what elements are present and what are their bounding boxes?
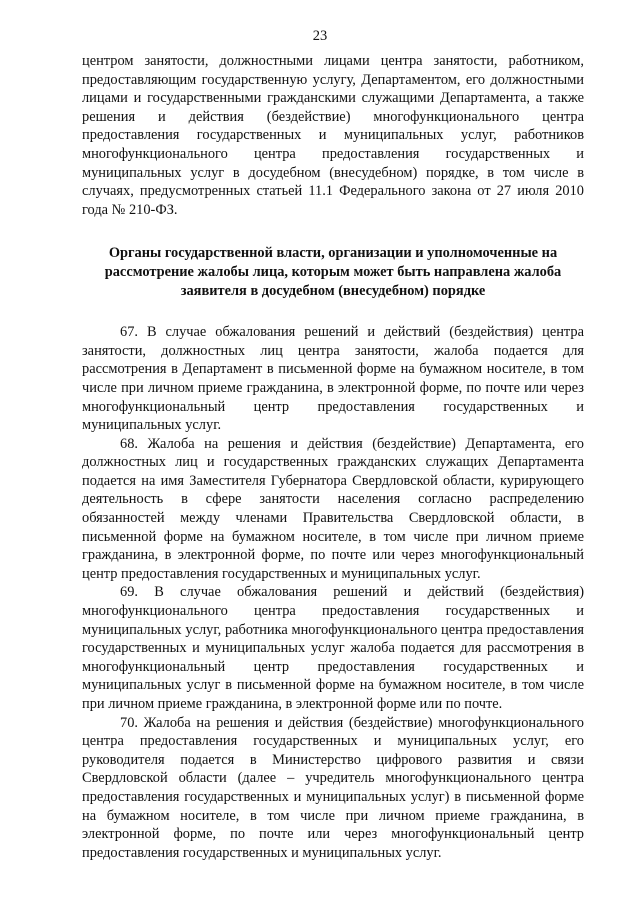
paragraph-number: 67.	[120, 324, 138, 341]
paragraph-67	[82, 323, 584, 435]
paragraph-68	[82, 435, 584, 584]
paragraph-text: Жалоба на решения и действия (бездействие) Департамента, его должностных лиц и государственных гражданских служащих Департамента подается на имя Заместителя Губернатора Свердловской области, курирующего деятельность в сфере занятости населения согласно распределению обязанностей между членами Правительства Свердловской области, в письменной форме на бумажном носителе, в том числе при личном приеме гражданина, в электронной форме, по почте или через многофункциональный центр предоставления государственных и муниципальных услуг.	[82, 435, 584, 582]
page-number: 23	[312, 28, 328, 44]
paragraph-text: Жалоба на решения и действия (бездействие) многофункционального центра предоставления государственных и муниципальных услуг, его руководителя подается в Министерство цифрового развития и связи Свердловской области (далее – учредитель многофункционального центра предоставления государственных и муниципальных услуг) в письменной форме на бумажном носителе, в том числе при личном приеме гражданина, в электронной форме, по почте или через многофункциональный центр предоставления государственных и муниципальных услуг.	[82, 714, 584, 861]
section-heading: Органы государственной власти, организации и уполномоченные на рассмотрение жалобы лица, которым может быть направлена жалоба заявителя в досудебном (внесудебном) порядке	[104, 245, 562, 299]
intro-paragraph: центром занятости, должностными лицами центра занятости, работником, предоставляющим государственную услугу, Департаментом, его должностными лицами и государственными гражданскими служащими Департамента, а также решения и действия (бездействие) многофункционального центра предоставления государственных и муниципальных услуг, работников многофункционального центра предоставления государственных и муниципальных услуг в досудебном (внесудебном) порядке, в том числе в случаях, предусмотренных статьей 11.1 Федерального закона от 27 июля 2010 года № 210-ФЗ.	[82, 53, 584, 218]
paragraph-number: 69.	[120, 584, 138, 601]
paragraph-text: В случае обжалования решений и действий (бездействия) многофункционального центра предоставления государственных и муниципальных услуг, работника многофункционального центра предоставления государственных и муниципальных услуг жалоба подается для рассмотрения в многофункциональный центр предоставления государственных и муниципальных услуг в письменной форме на бумажном носителе, в том числе при личном приеме гражданина, в электронной форме или по почте.	[82, 584, 584, 712]
paragraph-69	[82, 583, 584, 713]
document-body	[82, 52, 584, 862]
paragraph-70	[82, 714, 584, 863]
paragraph-text: В случае обжалования решений и действий (бездействия) центра занятости, должностных лиц центра занятости, жалоба подается для рассмотрения в Департамент в письменной форме на бумажном носителе, в том числе при личном приеме гражданина, в электронной форме, по почте или через многофункциональный центр предоставления государственных и муниципальных услуг.	[82, 324, 584, 434]
paragraph-number: 68.	[120, 435, 138, 452]
paragraph-number: 70.	[120, 714, 138, 731]
